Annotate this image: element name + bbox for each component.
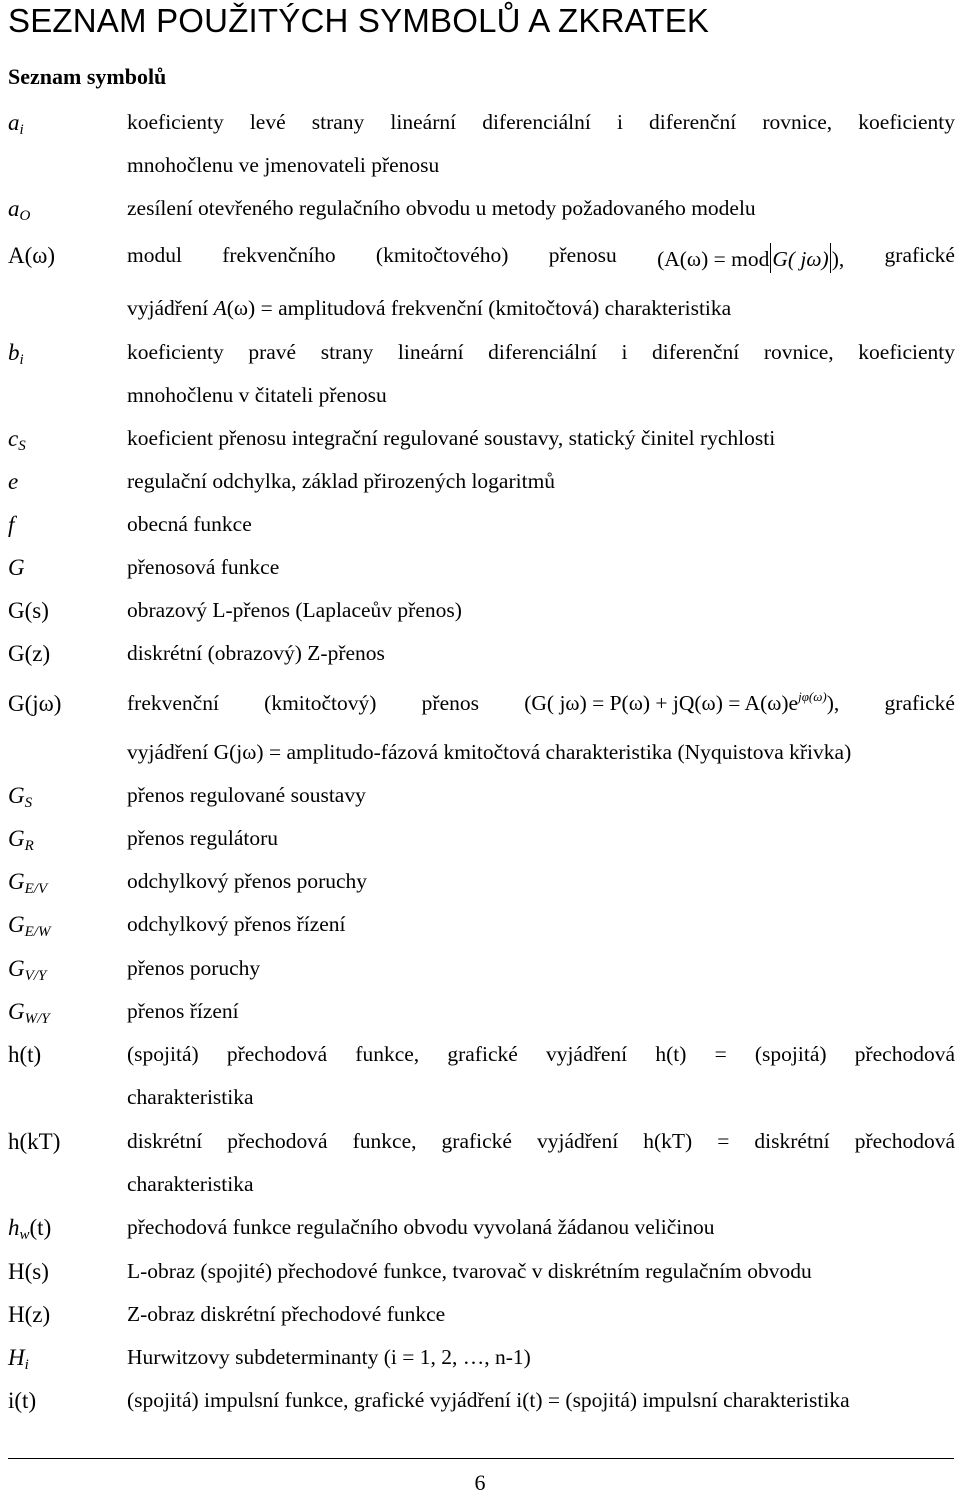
- symbol-g-ev: $G_{E/V}$: [8, 869, 48, 897]
- description-line: odchylkový přenos řízení: [127, 912, 346, 936]
- symbol-a-i: $a_i$: [8, 110, 24, 138]
- description-line-formula: modul frekvenčního (kmitočtového) přenosu (A(ω) = mod G( jω) ), grafické: [127, 243, 955, 271]
- section-subtitle: Seznam symbolů: [8, 64, 167, 89]
- description-line: koeficient přenosu integrační regulované soustavy, statický činitel rychlosti: [127, 426, 776, 450]
- description-line: (spojitá) impulsní funkce, grafické vyjádření i(t) = (spojitá) impulsní charakteristika: [127, 1388, 850, 1412]
- formula-amplitude: (A(ω) = mod G( jω) ),: [657, 243, 844, 273]
- description-line: mnohočlenu v čitateli přenosu: [127, 383, 387, 407]
- symbol-g-r: $G_R$: [8, 826, 34, 854]
- symbol-g-vy: $G_{V/Y}$: [8, 956, 47, 984]
- description-line: L-obraz (spojité) přechodové funkce, tvarovač v diskrétním regulačním obvodu: [127, 1259, 812, 1283]
- footer-rule: [8, 1458, 954, 1459]
- symbol-g-s: G(s): [8, 598, 49, 623]
- symbol-f: f: [8, 512, 15, 537]
- symbol-i-t: i(t): [8, 1388, 37, 1413]
- page-title: SEZNAM POUŽITÝCH SYMBOLŮ A ZKRATEK: [8, 2, 710, 39]
- description-line: vyjádření G(jω) = amplitudo-fázová kmitočtová charakteristika (Nyquistova křivka): [127, 740, 852, 764]
- description-line: obrazový L-přenos (Laplaceův přenos): [127, 598, 462, 622]
- symbol-h-i: $H_i$: [8, 1345, 29, 1373]
- description-line: mnohočlenu ve jmenovateli přenosu: [127, 153, 440, 177]
- description-line: zesílení otevřeného regulačního obvodu u metody požadovaného modelu: [127, 196, 756, 220]
- symbol-a-o: $a_O$: [8, 196, 31, 224]
- description-line: diskrétní přechodová funkce, grafické vyjádření h(kT) = diskrétní přechodová: [127, 1129, 955, 1153]
- description-line: přenosová funkce: [127, 555, 280, 579]
- description-line: koeficienty levé strany lineární diferenciální i diferenční rovnice, koeficienty: [127, 110, 955, 134]
- symbol-g-ew: $G_{E/W}$: [8, 912, 51, 940]
- symbol-g: G: [8, 555, 25, 580]
- symbol-g-s-sub: $G_S$: [8, 783, 33, 811]
- description-line-formula: frekvenční (kmitočtový) přenos (G( $j\omega) = P(\omega) + jQ(\omega) = A(\omega)e^{j\varphi(\omega)}$), grafické: [127, 689, 955, 715]
- description-line: diskrétní (obrazový) Z-přenos: [127, 641, 385, 665]
- description-line: koeficienty pravé strany lineární diferenciální i diferenční rovnice, koeficienty: [127, 340, 955, 364]
- description-line: přenos regulátoru: [127, 826, 279, 850]
- description-line: přenos poruchy: [127, 956, 261, 980]
- symbol-h-w-t: $h_w(t)$: [8, 1215, 52, 1243]
- page-number: 6: [474, 1470, 486, 1495]
- symbol-c-s: $c_S$: [8, 426, 26, 454]
- symbol-g-wy: $G_{W/Y}$: [8, 999, 50, 1027]
- symbol-h-t: h(t): [8, 1042, 42, 1067]
- symbol-g-jomega: G(jω): [8, 691, 62, 716]
- description-line: charakteristika: [127, 1085, 254, 1109]
- symbol-b-i: $b_i$: [8, 340, 24, 368]
- symbol-e: e: [8, 469, 19, 494]
- symbol-h-z: H(z): [8, 1302, 51, 1327]
- description-line: obecná funkce: [127, 512, 252, 536]
- description-line: regulační odchylka, základ přirozených logaritmů: [127, 469, 556, 493]
- symbol-h-kt: h(kT): [8, 1129, 61, 1154]
- symbol-g-z: G(z): [8, 641, 51, 666]
- description-line: charakteristika: [127, 1172, 254, 1196]
- symbol-a-omega: A(ω): [8, 243, 56, 268]
- description-line: vyjádření A(ω) = amplitudová frekvenční (kmitočtová) charakteristika: [127, 296, 732, 320]
- description-line: Hurwitzovy subdeterminanty (i = 1, 2, …, n-1): [127, 1345, 531, 1369]
- description-line: odchylkový přenos poruchy: [127, 869, 368, 893]
- symbol-h-s: H(s): [8, 1259, 49, 1284]
- description-line: (spojitá) přechodová funkce, grafické vyjádření h(t) = (spojitá) přechodová: [127, 1042, 955, 1066]
- description-line: přenos řízení: [127, 999, 239, 1023]
- description-line: Z-obraz diskrétní přechodové funkce: [127, 1302, 446, 1326]
- formula-frequency-response: (G( $j\omega) = P(\omega) + jQ(\omega) = A(\omega)e^{j\varphi(\omega)}$),: [524, 689, 840, 715]
- description-line: přenos regulované soustavy: [127, 783, 366, 807]
- description-line: přechodová funkce regulačního obvodu vyvolaná žádanou veličinou: [127, 1215, 715, 1239]
